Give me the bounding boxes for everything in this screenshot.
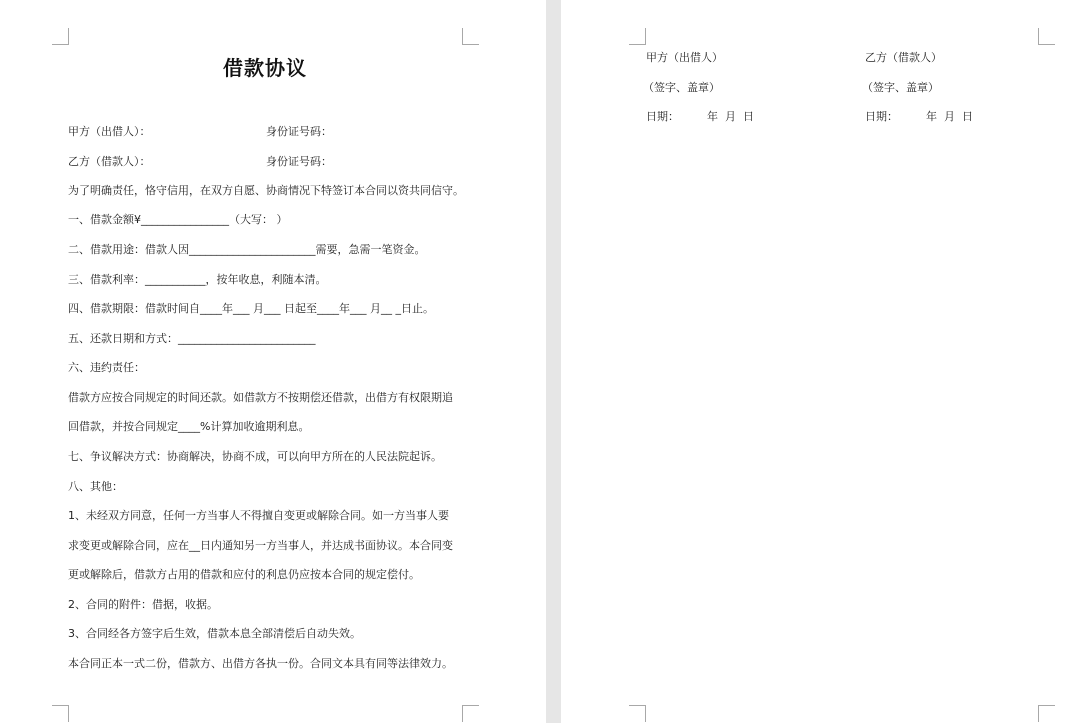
clause-line: 1、未经双方同意，任何一方当事人不得擅自变更或解除合同。如一方当事人要 [68,509,449,522]
corner-mark-bottom-left [629,705,646,722]
signature-party-b: 乙方（借款人） [865,51,942,64]
party-a-id-label: 身份证号码： [266,125,332,138]
clause-line: 三、借款利率：___________，按年收息，利随本清。 [68,273,327,286]
party-a-label: 甲方（出借人）： [68,125,151,138]
signature-date-b: 日期： 年 月 日 [865,110,973,123]
corner-mark-bottom-left [52,705,69,722]
signature-party-a: 甲方（出借人） [646,51,723,64]
clause-line: 本合同正本一式二份，借款方、出借方各执一份。合同文本具有同等法律效力。 [68,657,453,670]
corner-mark-top-left [629,28,646,45]
clause-line: 求变更或解除合同，应在__日内通知另一方当事人，并达成书面协议。本合同变 [68,539,453,552]
corner-mark-bottom-right [1038,705,1055,722]
clause-line: 回借款，并按合同规定____%计算加收逾期利息。 [68,420,310,433]
clause-line: 六、违约责任： [68,361,145,374]
clause-line: 为了明确责任，恪守信用，在双方自愿、协商情况下特签订本合同以资共同信守。 [68,184,464,197]
clause-line: 七、争议解决方式：协商解决，协商不成，可以向甲方所在的人民法院起诉。 [68,450,442,463]
clause-line: 二、借款用途：借款人因_______________________需要，急需一笔资金。 [68,243,426,256]
corner-mark-top-left [52,28,69,45]
clause-line: 一、借款金额¥________________（大写： ） [68,213,288,226]
clause-line: 2、合同的附件：借据，收据。 [68,598,218,611]
document-title: 借款协议 [223,56,307,80]
party-b-label: 乙方（借款人）： [68,155,151,168]
corner-mark-top-right [1038,28,1055,45]
signature-sign-a: （签字、盖章） [643,81,720,94]
corner-mark-top-right [462,28,479,45]
clause-line: 五、还款日期和方式：_________________________ [68,332,316,345]
signature-date-a: 日期： 年 月 日 [646,110,754,123]
corner-mark-bottom-right [462,705,479,722]
clause-line: 借款方应按合同规定的时间还款。如借款方不按期偿还借款，出借方有权限期追 [68,391,453,404]
clause-line: 更或解除后，借款方占用的借款和应付的利息仍应按本合同的规定偿付。 [68,568,420,581]
clause-line: 八、其他： [68,480,123,493]
signature-sign-b: （签字、盖章） [862,81,939,94]
clause-line: 3、合同经各方签字后生效，借款本息全部清偿后自动失效。 [68,627,361,640]
party-b-id-label: 身份证号码： [266,155,332,168]
clause-line: 四、借款期限：借款时间自____年___ 月___ 日起至____年___ 月__ _日止。 [68,302,434,315]
document-page-2 [561,0,1080,723]
